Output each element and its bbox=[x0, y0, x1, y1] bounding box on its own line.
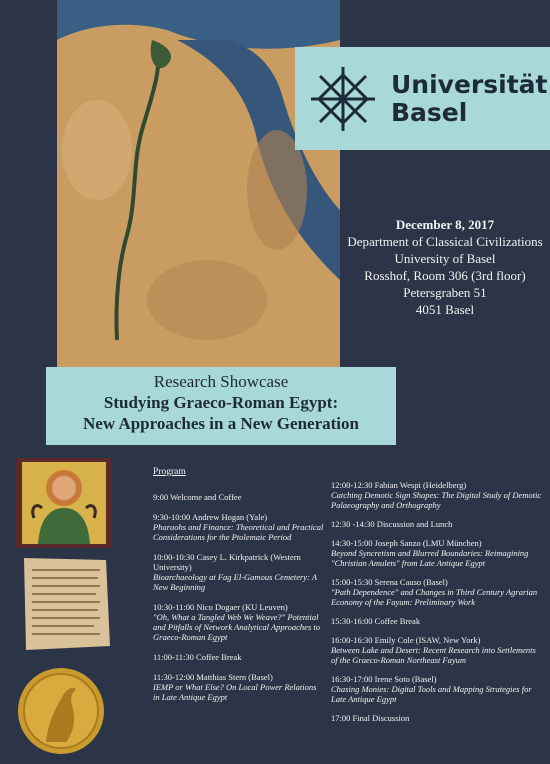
program-heading: Program bbox=[153, 467, 186, 477]
entry-talk: "Path Dependence" and Changes in Third Century Agrarian Economy of the Fayum: Preliminary Work bbox=[331, 587, 538, 607]
entry-talk: Pharaohs and Finance: Theoretical and Practical Considerations for the Ptolemaic Period bbox=[153, 522, 324, 542]
program-entry bbox=[153, 652, 325, 662]
entry-time: 9:00 Welcome and Coffee bbox=[153, 492, 242, 502]
entry-time: 16:30-17:00 Irene Soto (Basel) bbox=[331, 674, 437, 684]
entry-time: 12:30 -14:30 Discussion and Lunch bbox=[331, 519, 453, 529]
program-column-right bbox=[331, 480, 543, 732]
entry-time: 12:00-12:30 Fabian Wespi (Heidelberg) bbox=[331, 480, 467, 490]
program-entry bbox=[153, 672, 325, 702]
program-column-left bbox=[153, 467, 325, 712]
program-entry bbox=[153, 552, 325, 592]
event-line: 4051 Basel bbox=[415, 302, 475, 317]
program-entry bbox=[331, 538, 543, 568]
event-line: Petersgraben 51 bbox=[403, 285, 487, 300]
program-entry bbox=[153, 492, 325, 502]
event-line: University of Basel bbox=[394, 251, 496, 266]
coptic-textile-image bbox=[16, 458, 112, 548]
event-info bbox=[340, 216, 550, 318]
entry-talk: IEMP or What Else? On Local Power Relations in Late Antique Egypt bbox=[153, 682, 317, 702]
title-line-1: Research Showcase bbox=[153, 372, 289, 391]
entry-time: 10:00-10:30 Casey L. Kirkpatrick (Western University) bbox=[153, 552, 301, 572]
logo-line-2: Basel bbox=[391, 97, 468, 127]
program-entry bbox=[331, 635, 543, 665]
entry-time: 16:00-16:30 Emily Cole (ISAW, New York) bbox=[331, 635, 481, 645]
university-logo bbox=[295, 47, 550, 150]
program-entry bbox=[331, 674, 543, 704]
entry-time: 9:30-10:00 Andrew Hogan (Yale) bbox=[153, 512, 268, 522]
entry-talk: Between Lake and Desert: Recent Research into Settlements of the Graeco-Roman Northeast Fayum bbox=[331, 645, 536, 665]
program-entry bbox=[331, 577, 543, 607]
entry-time: 15:30-16:00 Coffee Break bbox=[331, 616, 421, 626]
event-line: Department of Classical Civilizations bbox=[347, 234, 543, 249]
program-entry bbox=[331, 480, 543, 510]
program-entry bbox=[331, 713, 543, 723]
program-entry bbox=[331, 616, 543, 626]
logo-line-1: Universität bbox=[391, 69, 548, 99]
event-date: December 8, 2017 bbox=[395, 217, 495, 232]
papyrus-fragment-image bbox=[16, 554, 114, 654]
entry-time: 15:00-15:30 Serena Causo (Basel) bbox=[331, 577, 448, 587]
entry-talk: Bioarchaeology at Fag El-Gamous Cemetery: A New Beginning bbox=[153, 572, 317, 592]
entry-time: 10:30-11:00 Nico Dogaer (KU Leuven) bbox=[153, 602, 288, 612]
entry-time: 17:00 Final Discussion bbox=[331, 713, 410, 723]
entry-talk: Beyond Syncretism and Blurred Boundaries: Reimagining "Christian Amulets" from Late Antique Egypt bbox=[331, 548, 529, 568]
entry-talk: Chasing Monies: Digital Tools and Mapping Strategies for Late Antique Egypt bbox=[331, 684, 532, 704]
program-entry bbox=[153, 602, 325, 642]
title-line-3: New Approaches in a New Generation bbox=[83, 414, 359, 433]
entry-time: 11:30-12:00 Matthias Stern (Basel) bbox=[153, 672, 273, 682]
program-entry bbox=[153, 512, 325, 542]
entry-time: 11:00-11:30 Coffee Break bbox=[153, 652, 242, 662]
entry-talk: "Oh, What a Tangled Web We Weave?" Potential and Pitfalls of Network Analytical Approaches to Graeco-Roman Egypt bbox=[153, 612, 320, 642]
program-entry bbox=[331, 519, 543, 529]
entry-talk: Catching Demotic Sign Shapes: The Digital Study of Demotic Palaeography and Orthography bbox=[331, 490, 542, 510]
title-banner bbox=[46, 367, 396, 445]
basel-logo-icon bbox=[307, 63, 379, 135]
entry-time: 14:30-15:00 Joseph Sanzo (LMU München) bbox=[331, 538, 482, 548]
gold-coin-image bbox=[16, 662, 106, 760]
event-line: Rosshof, Room 306 (3rd floor) bbox=[364, 268, 526, 283]
title-line-2: Studying Graeco-Roman Egypt: bbox=[103, 393, 339, 412]
